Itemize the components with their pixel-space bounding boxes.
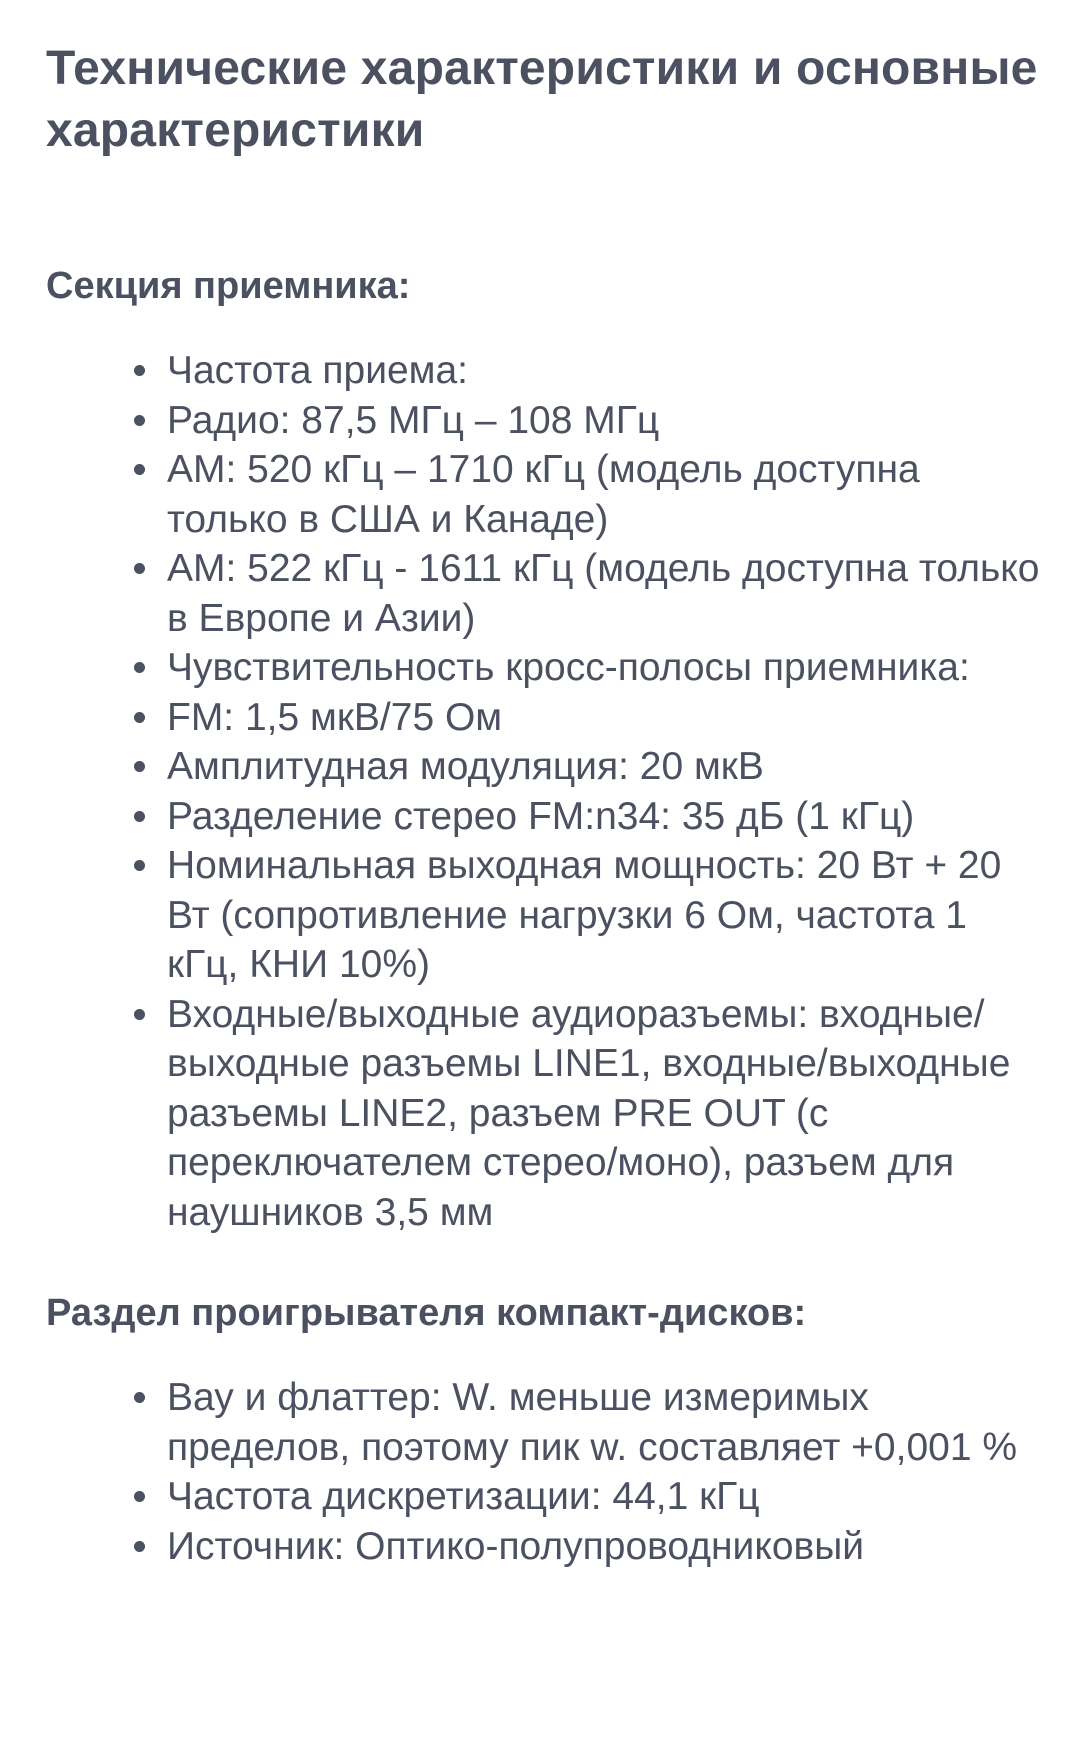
list-item: Вау и флаттер: W. меньше измеримых пределов, поэтому пик w. составляет +0,001 %	[167, 1373, 1040, 1472]
list-item: АМ: 522 кГц - 1611 кГц (модель доступна только в Европе и Азии)	[167, 544, 1040, 643]
receiver-spec-list	[46, 346, 1040, 1237]
list-item: FM: 1,5 мкВ/75 Ом	[167, 693, 1040, 743]
section-heading-receiver: Секция приемника:	[46, 265, 411, 307]
list-item: АМ: 520 кГц – 1710 кГц (модель доступна только в США и Канаде)	[167, 445, 1040, 544]
list-item: Чувствительность кросс-полосы приемника:	[167, 643, 1040, 693]
list-item: Частота приема:	[167, 346, 1040, 396]
list-item: Амплитудная модуляция: 20 мкВ	[167, 742, 1040, 792]
list-item: Номинальная выходная мощность: 20 Вт + 20 Вт (сопротивление нагрузки 6 Ом, частота 1 кГц, КНИ 10%)	[167, 841, 1040, 990]
cd-spec-list	[46, 1373, 1040, 1571]
list-item: Входные/выходные аудиоразъемы: входные/выходные разъемы LINE1, входные/выходные разъемы LINE2, разъем PRE OUT (с переключателем стерео/моно), разъем для наушников 3,5 мм	[167, 990, 1040, 1238]
list-item: Разделение стерео FM:n34: 35 дБ (1 кГц)	[167, 792, 1040, 842]
page-title: Технические характеристики и основные характеристики	[46, 42, 1038, 157]
list-item: Источник: Оптико-полупроводниковый	[167, 1522, 1040, 1572]
section-heading-cd-player: Раздел проигрывателя компакт-дисков:	[46, 1292, 807, 1334]
list-item: Радио: 87,5 МГц – 108 МГц	[167, 396, 1040, 446]
list-item: Частота дискретизации: 44,1 кГц	[167, 1472, 1040, 1522]
